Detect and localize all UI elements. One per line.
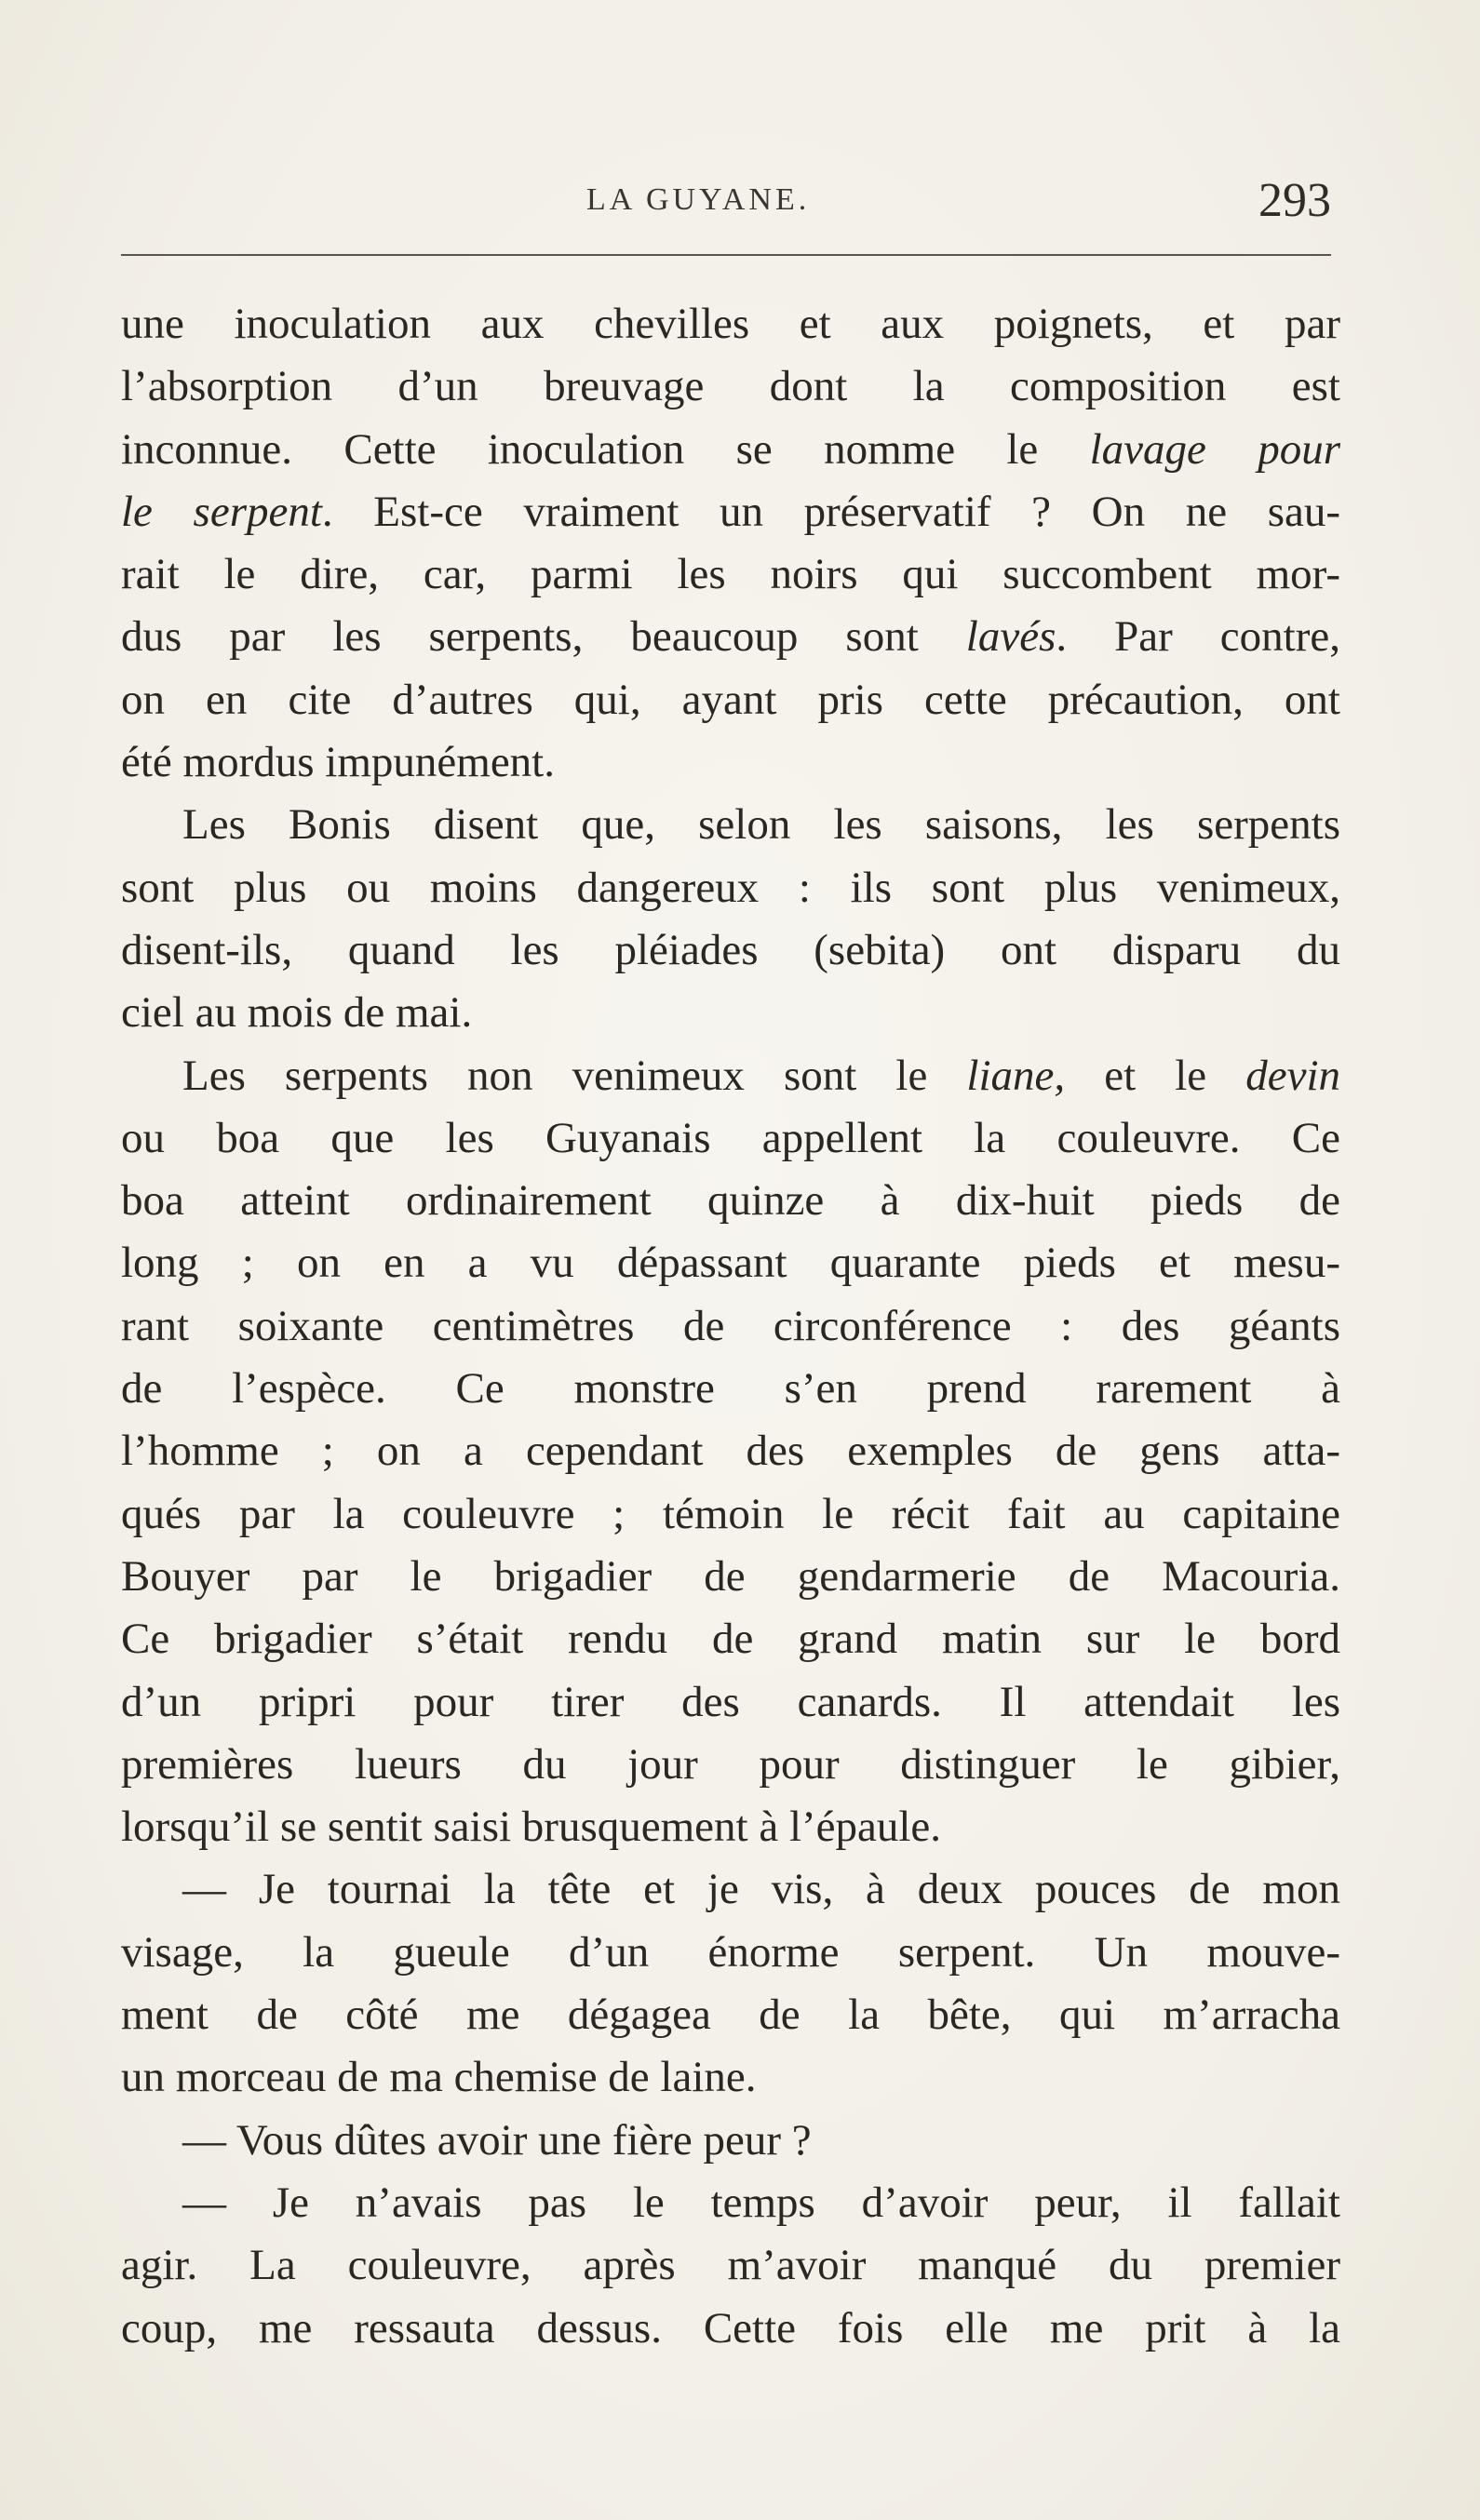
text-line-27: visage, la gueule d’un énorme serpent. Un mouve- [121,1927,1340,1977]
text-line-20: qués par la couleuvre ; témoin le récit fait au capitaine [121,1489,1340,1538]
text-line-25: lorsqu’il se sentit saisi brusquement à l’épaule. [121,1803,942,1852]
text-line-29: un morceau de ma chemise de laine. [121,2053,757,2102]
text-line-13: Les serpents non venimeux sont le liane, et le devin [182,1051,1340,1100]
text-line-1: une inoculation aux chevilles et aux poignets, et par [121,300,1340,348]
text-line-26: — Je tournai la tête et je vis, à deux pouces de mon [182,1865,1340,1914]
text-line-7: on en cite d’autres qui, ayant pris cette précaution, ont [121,675,1340,724]
text-line-5: rait le dire, car, parmi les noirs qui succombent mor- [121,550,1340,599]
text-line-33: coup, me ressauta dessus. Cette fois elle me prit à la [121,2303,1340,2352]
text-line-8: été mordus impunément. [121,738,555,787]
text-line-17: rant soixante centimètres de circonférence : des géants [121,1301,1340,1350]
text-line-30: — Vous dûtes avoir une fière peur ? [182,2115,812,2165]
text-line-19: l’homme ; on a cependant des exemples de gens atta- [121,1427,1340,1476]
text-line-4: le serpent. Est-ce vraiment un préservatif ? On ne sau- [121,487,1341,536]
header-rule [121,254,1331,256]
text-line-10: sont plus ou moins dangereux : ils sont plus venimeux, [121,863,1340,912]
text-line-6: dus par les serpents, beaucoup sont lavés. Par contre, [121,612,1340,662]
text-line-18: de l’espèce. Ce monstre s’en prend rarement à [121,1364,1340,1414]
text-line-24: premières lueurs du jour pour distinguer le gibier, [121,1739,1340,1789]
text-line-14: ou boa que les Guyanais appellent la couleuvre. Ce [121,1113,1340,1162]
text-line-23: d’un pripri pour tirer des canards. Il attendait les [121,1677,1340,1726]
text-line-11: disent-ils, quand les pléiades (sebita) ont disparu du [121,925,1340,974]
page-header [121,174,1331,233]
text-line-22: Ce brigadier s’était rendu de grand matin sur le bord [121,1615,1340,1664]
text-line-9: Les Bonis disent que, selon les saisons, les serpents [182,800,1340,850]
page-number: 293 [1258,174,1331,227]
running-title: LA GUYANE. [586,182,811,217]
text-line-31: — Je n’avais pas le temps d’avoir peur, il fallait [182,2178,1340,2227]
text-line-28: ment de côté me dégagea de la bête, qui m’arracha [121,1991,1340,2040]
text-line-16: long ; on en a vu dépassant quarante pieds et mesu- [121,1239,1340,1288]
text-line-2: l’absorption d’un breuvage dont la composition est [121,362,1340,411]
text-line-15: boa atteint ordinairement quinze à dix-huit pieds de [121,1176,1340,1226]
text-line-12: ciel au mois de mai. [121,988,473,1038]
text-line-3: inconnue. Cette inoculation se nomme le lavage pour [121,424,1340,474]
body-text [121,293,1340,2360]
text-line-21: Bouyer par le brigadier de gendarmerie de Macouria. [121,1551,1340,1601]
text-line-32: agir. La couleuvre, après m’avoir manqué du premier [121,2241,1340,2290]
